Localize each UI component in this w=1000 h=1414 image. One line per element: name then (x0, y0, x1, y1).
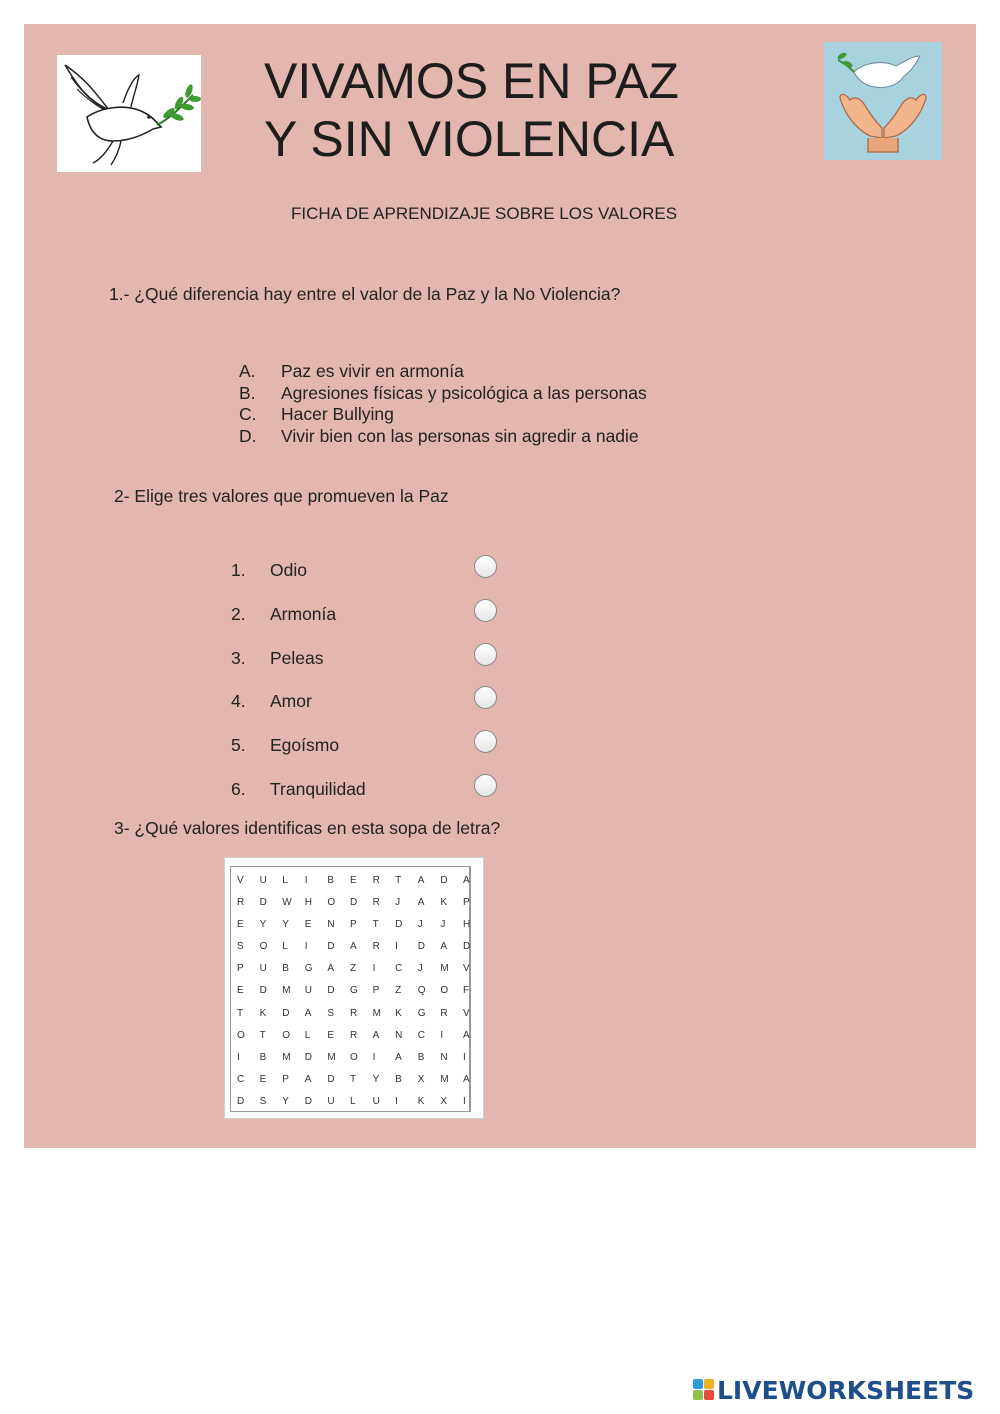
grid-letter[interactable]: S (327, 1007, 335, 1019)
grid-letter[interactable]: C (417, 1029, 425, 1041)
grid-letter[interactable]: K (395, 1007, 402, 1019)
grid-letter[interactable]: K (440, 897, 448, 909)
grid-letter[interactable]: S (259, 1095, 267, 1107)
grid-letter[interactable]: P (282, 1073, 289, 1085)
grid-letter[interactable]: L (282, 941, 288, 953)
value-number: 2. (231, 603, 246, 624)
grid-letter[interactable]: P (372, 985, 380, 997)
grid-letter[interactable]: X (417, 1073, 425, 1085)
value-label: Amor (270, 691, 312, 712)
option-c[interactable] (239, 404, 647, 426)
liveworksheets-logo (693, 1374, 974, 1406)
value-label: Egoísmo (270, 735, 340, 756)
grid-letter[interactable]: V (237, 875, 244, 886)
value-label: Tranquilidad (270, 778, 366, 799)
grid-letter[interactable]: N (440, 1051, 448, 1063)
grid-row (237, 870, 486, 892)
grid-row (237, 1047, 486, 1069)
grid-letter[interactable]: J (395, 897, 401, 909)
value-number: 1. (231, 560, 246, 580)
grid-letter[interactable]: T (259, 1029, 266, 1041)
grid-letter[interactable]: T (349, 1073, 357, 1085)
grid-letter[interactable]: B (327, 875, 335, 886)
grid-letter[interactable]: M (440, 1073, 449, 1085)
grid-letter[interactable]: M (282, 1051, 291, 1063)
grid-letter[interactable]: I (372, 1051, 376, 1063)
grid-letter[interactable]: E (349, 875, 357, 886)
grid-row (237, 892, 486, 914)
value-radio-3[interactable] (474, 643, 497, 666)
grid-letter[interactable]: A (462, 875, 470, 886)
grid-letter[interactable]: I (395, 941, 398, 953)
grid-letter[interactable]: U (327, 1095, 335, 1107)
value-radio-2[interactable] (474, 599, 497, 622)
grid-letter[interactable]: D (327, 1073, 335, 1085)
option-b[interactable] (239, 383, 647, 405)
grid-letter[interactable]: P (349, 919, 357, 931)
grid-letter[interactable]: A (349, 941, 357, 953)
grid-letter[interactable]: E (327, 1029, 335, 1041)
grid-letter[interactable]: O (237, 1029, 245, 1041)
grid-letter[interactable]: R (440, 1007, 448, 1019)
grid-letter[interactable]: I (395, 1095, 398, 1107)
grid-letter[interactable]: D (462, 941, 471, 953)
grid-row (237, 936, 486, 958)
grid-letter[interactable]: A (417, 875, 425, 886)
grid-letter[interactable]: T (395, 875, 402, 886)
grid-letter[interactable]: O (282, 1029, 290, 1041)
option-letter: D. (239, 425, 257, 446)
grid-letter[interactable]: R (237, 897, 245, 909)
grid-letter[interactable]: R (349, 1029, 358, 1041)
grid-letter[interactable]: T (372, 919, 379, 931)
grid-row (237, 980, 486, 1002)
page-title (264, 52, 744, 168)
grid-letter[interactable]: D (417, 941, 425, 953)
value-radio-6[interactable] (474, 774, 497, 797)
option-d[interactable] (239, 426, 647, 448)
grid-letter[interactable]: O (440, 985, 449, 997)
grid-letter[interactable]: D (237, 1095, 245, 1107)
grid-letter[interactable]: E (304, 919, 312, 931)
grid-letter[interactable]: Y (372, 1073, 380, 1085)
grid-letter[interactable]: A (395, 1051, 402, 1063)
option-letter: C. (239, 404, 257, 424)
question-3-text: 3- ¿Qué valores identificas en esta sopa de letra? (114, 818, 501, 838)
grid-letter[interactable]: L (282, 875, 288, 886)
value-number: 6. (231, 778, 246, 799)
grid-letter[interactable]: I (440, 1029, 444, 1041)
grid-letter[interactable]: P (237, 963, 244, 975)
dove-with-olive-branch-icon (57, 55, 201, 172)
grid-letter[interactable]: B (259, 1051, 267, 1063)
grid-letter[interactable]: Z (349, 963, 357, 975)
grid-letter[interactable]: B (282, 963, 289, 975)
grid-row (237, 1091, 486, 1113)
grid-letter[interactable]: I (237, 1051, 240, 1063)
grid-letter[interactable]: M (372, 1007, 381, 1019)
question-1-text: 1.- ¿Qué diferencia hay entre el valor de la Paz y la No Violencia? (109, 284, 621, 304)
grid-letter[interactable]: E (237, 919, 244, 931)
grid-letter[interactable]: X (440, 1095, 448, 1107)
grid-letter[interactable]: O (349, 1051, 358, 1063)
grid-letter[interactable]: F (462, 985, 470, 997)
grid-letter[interactable]: D (304, 1095, 313, 1107)
grid-letter[interactable]: R (372, 875, 380, 886)
grid-letter[interactable]: D (304, 1051, 313, 1063)
grid-letter[interactable]: D (395, 919, 403, 931)
grid-row (237, 1069, 486, 1091)
grid-letter[interactable]: C (395, 963, 403, 975)
grid-letter[interactable]: A (304, 1007, 312, 1019)
grid-letter[interactable]: N (395, 1029, 403, 1041)
grid-letter[interactable]: A (417, 897, 425, 909)
grid-letter[interactable]: A (304, 1073, 312, 1085)
option-letter: A. (239, 361, 256, 381)
grid-letter[interactable]: L (349, 1095, 356, 1107)
grid-letter[interactable]: G (417, 1007, 426, 1019)
grid-letter[interactable]: V (462, 1007, 470, 1019)
word-search-puzzle (224, 857, 484, 1119)
grid-letter[interactable]: O (259, 941, 268, 953)
grid-letter[interactable]: D (440, 875, 448, 886)
grid-letter[interactable]: U (372, 1095, 380, 1107)
grid-letter[interactable]: I (304, 941, 308, 953)
grid-letter[interactable]: M (440, 963, 449, 975)
grid-letter[interactable]: I (462, 1095, 466, 1107)
grid-letter[interactable]: L (304, 1029, 311, 1041)
value-label: Armonía (270, 603, 337, 624)
grid-row (237, 1003, 486, 1025)
grid-row (237, 914, 486, 936)
value-label: Peleas (270, 647, 324, 668)
grid-letter[interactable]: E (259, 1073, 267, 1085)
worksheet-background (24, 24, 976, 1148)
grid-letter[interactable]: M (282, 985, 291, 997)
question-2-text: 2- Elige tres valores que promueven la Paz (114, 486, 449, 506)
brand-name: LIVEWORKSHEETS (717, 1375, 975, 1405)
grid-letter[interactable]: Y (282, 919, 289, 931)
grid-letter[interactable]: G (304, 963, 313, 975)
grid-letter[interactable]: H (304, 897, 313, 909)
value-number: 3. (231, 647, 246, 668)
grid-letter[interactable]: M (327, 1051, 336, 1063)
grid-letter[interactable]: I (304, 875, 308, 886)
grid-letter[interactable]: Y (282, 1095, 289, 1107)
grid-row (237, 958, 486, 980)
grid-letter[interactable]: I (462, 1051, 466, 1063)
grid-letter[interactable]: A (372, 1029, 380, 1041)
grid-letter[interactable]: W (282, 897, 292, 909)
grid-letter[interactable]: A (440, 941, 448, 953)
dove-over-hands-icon (824, 42, 942, 160)
grid-letter[interactable]: J (417, 919, 423, 931)
title-line-1: VIVAMOS EN PAZ (264, 53, 679, 109)
option-text: Paz es vivir en armonía (281, 361, 464, 381)
grid-letter[interactable]: T (237, 1007, 244, 1019)
grid-letter[interactable]: V (462, 963, 470, 975)
grid-letter[interactable]: D (259, 985, 267, 997)
option-a[interactable] (239, 361, 647, 383)
grid-letter[interactable]: U (259, 875, 267, 886)
grid-letter[interactable]: Y (259, 919, 267, 931)
grid-letter[interactable]: E (237, 985, 244, 997)
value-number: 5. (231, 735, 246, 756)
grid-letter[interactable]: R (372, 897, 380, 909)
title-line-2: Y SIN VIOLENCIA (264, 111, 675, 167)
option-text: Agresiones físicas y psicológica a las personas (281, 382, 647, 403)
word-search-grid (237, 870, 486, 1113)
grid-letter[interactable]: D (349, 897, 358, 909)
grid-letter[interactable]: K (259, 1007, 267, 1019)
grid-letter[interactable]: P (462, 897, 470, 909)
grid-letter[interactable]: B (417, 1051, 425, 1063)
value-number: 4. (231, 691, 246, 712)
grid-letter[interactable]: C (237, 1073, 245, 1085)
grid-letter[interactable]: D (282, 1007, 290, 1019)
liveworksheets-mark-icon (693, 1379, 715, 1401)
option-letter: B. (239, 382, 256, 403)
grid-letter[interactable]: N (327, 919, 335, 931)
grid-letter[interactable]: H (462, 919, 471, 931)
grid-letter[interactable]: Z (395, 985, 402, 997)
grid-letter[interactable]: J (417, 963, 423, 975)
grid-letter[interactable]: B (395, 1073, 402, 1085)
grid-letter[interactable]: D (327, 985, 335, 997)
option-text: Vivir bien con las personas sin agredir a nadie (281, 425, 639, 446)
grid-letter[interactable]: A (462, 1029, 470, 1041)
value-radio-1[interactable] (474, 555, 497, 578)
question-1-options (239, 361, 647, 447)
grid-letter[interactable]: K (417, 1095, 425, 1107)
grid-letter[interactable]: I (372, 963, 376, 975)
grid-letter[interactable]: A (462, 1073, 470, 1085)
grid-letter[interactable]: D (259, 897, 267, 909)
grid-letter[interactable]: U (259, 963, 267, 975)
grid-letter[interactable]: Q (417, 985, 426, 997)
grid-letter[interactable]: S (237, 941, 244, 953)
grid-letter[interactable]: J (440, 919, 446, 931)
option-text: Hacer Bullying (281, 404, 394, 424)
grid-letter[interactable]: R (349, 1007, 358, 1019)
value-label: Odio (270, 560, 307, 580)
grid-letter[interactable]: U (304, 985, 313, 997)
grid-letter[interactable]: O (327, 897, 336, 909)
grid-letter[interactable]: G (349, 985, 358, 997)
grid-letter[interactable]: A (327, 963, 335, 975)
grid-row (237, 1025, 486, 1047)
grid-letter[interactable]: D (327, 941, 335, 953)
worksheet-subtitle: FICHA DE APRENDIZAJE SOBRE LOS VALORES (291, 204, 678, 223)
grid-letter[interactable]: R (372, 941, 380, 953)
